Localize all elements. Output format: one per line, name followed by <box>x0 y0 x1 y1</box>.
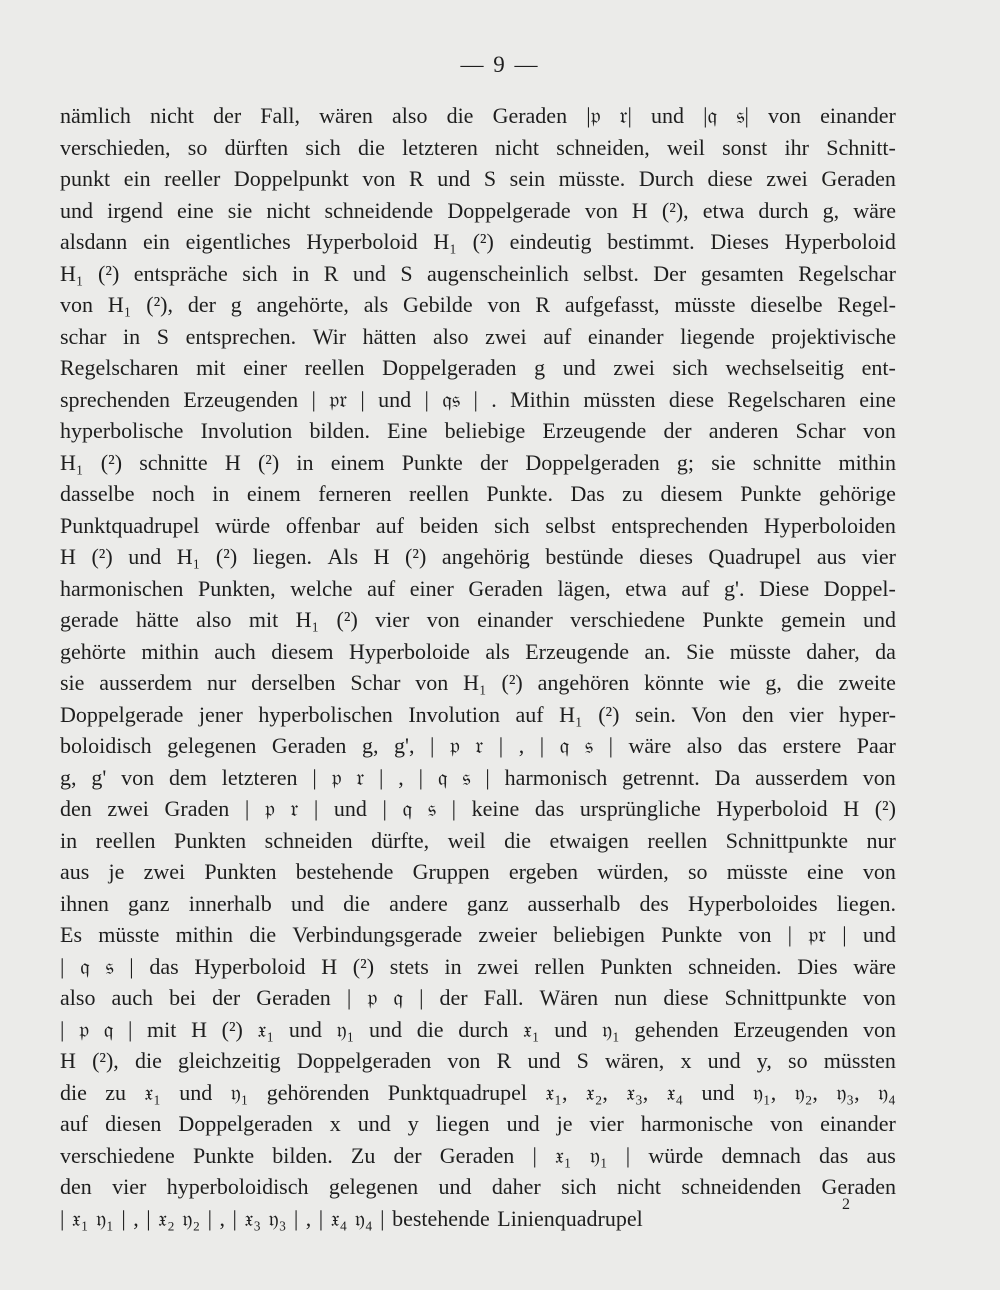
text-line: schar in S entsprechen. Wir hätten also zwei auf einander liegende projektivische <box>60 323 896 349</box>
text-line: verschiedene Punkte bilden. Zu der Geraden | 𝔵₁ 𝔶₁ | würde demnach das aus <box>60 1142 896 1168</box>
text-line: den zwei Graden | 𝔭 𝔯 | und | 𝔮 𝔰 | keine das ursprüngliche Hyperboloid H (²) <box>60 796 896 821</box>
text-line: | 𝔭 𝔮 | mit H (²) 𝔵₁ und 𝔶₁ und die durch 𝔵₁ und 𝔶₁ gehenden Erzeugenden von <box>60 1016 896 1042</box>
text-line: alsdann ein eigentliches Hyperboloid H₁ (²) eindeutig bestimmt. Dieses Hyperboloid <box>60 229 896 254</box>
text-line: g, g' von dem letzteren | 𝔭 𝔯 | , | 𝔮 𝔰 | harmonisch getrennt. Da ausserdem von <box>60 764 896 790</box>
text-line: also auch bei der Geraden | 𝔭 𝔮 | der Fall. Wären nun diese Schnittpunkte von <box>60 985 896 1010</box>
text-line: dasselbe noch in einem ferneren reellen Punkte. Das zu diesem Punkte gehörige <box>60 481 896 506</box>
text-line: H (²) und H₁ (²) liegen. Als H (²) angehörig bestünde dieses Quadrupel aus vier <box>60 544 896 569</box>
text-line: sie ausserdem nur derselben Schar von H₁ (²) angehören könnte wie g, die zweite <box>60 670 896 695</box>
text-line: nämlich nicht der Fall, wären also die Geraden |𝔭 𝔯| und |𝔮 𝔰| von einander <box>60 103 896 128</box>
page-number: — 9 — <box>460 52 540 77</box>
text-line: punkt ein reeller Doppelpunkt von R und S sein müsste. Durch diese zwei Geraden <box>60 166 896 191</box>
text-line: Regelscharen mit einer reellen Doppelgeraden g und zwei sich wechselseitig ent- <box>60 355 896 380</box>
text-line: H₁ (²) schnitte H (²) in einem Punkte der Doppelgeraden g; sie schnitte mithin <box>60 449 896 475</box>
text-line: auf diesen Doppelgeraden x und y liegen und je vier harmonische von einander <box>60 1111 896 1136</box>
text-line: und irgend eine sie nicht schneidende Doppelgerade von H (²), etwa durch g, wäre <box>60 197 896 223</box>
text-line: H₁ (²) entspräche sich in R und S augenscheinlich selbst. Der gesamten Regelschar <box>60 260 896 286</box>
body-text <box>60 100 896 1234</box>
signature-mark: 2 <box>842 1196 850 1213</box>
text-line: von H₁ (²), der g angehörte, als Gebilde von R aufgefasst, müsste dieselbe Regel- <box>60 292 896 317</box>
text-line: gehörte mithin auch diesem Hyperboloide als Erzeugende an. Sie müsste daher, da <box>60 638 896 664</box>
text-line: den vier hyperboloidisch gelegenen und daher sich nicht schneidenden Geraden <box>60 1174 896 1199</box>
text-line: Es müsste mithin die Verbindungsgerade zweier beliebigen Punkte von | 𝔭𝔯 | und <box>60 922 896 947</box>
text-line: die zu 𝔵₁ und 𝔶₁ gehörenden Punktquadrupel 𝔵₁, 𝔵₂, 𝔵₃, 𝔵₄ und 𝔶₁, 𝔶₂, 𝔶₃, 𝔶₄ <box>60 1079 896 1105</box>
text-line: H (²), die gleichzeitig Doppelgeraden von R und S wären, x und y, so müssten <box>60 1048 896 1073</box>
text-line: gerade hätte also mit H₁ (²) vier von einander verschiedene Punkte gemein und <box>60 607 896 632</box>
text-line: boloidisch gelegenen Geraden g, g', | 𝔭 𝔯 | , | 𝔮 𝔰 | wäre also das erstere Paar <box>60 733 896 758</box>
text-line: hyperbolische Involution bilden. Eine beliebige Erzeugende der anderen Schar von <box>60 418 896 443</box>
text-line: aus je zwei Punkten bestehende Gruppen ergeben würden, so müsste eine von <box>60 859 896 884</box>
text-line: Doppelgerade jener hyperbolischen Involution auf H₁ (²) sein. Von den vier hyper- <box>60 701 896 727</box>
text-line: | 𝔮 𝔰 | das Hyperboloid H (²) stets in zwei rellen Punkten schneiden. Dies wäre <box>60 953 896 979</box>
text-line: harmonischen Punkten, welche auf einer Geraden lägen, etwa auf g'. Diese Doppel- <box>60 575 896 601</box>
text-line: | 𝔵₁ 𝔶₁ | , | 𝔵₂ 𝔶₂ | , | 𝔵₃ 𝔶₃ | , | 𝔵₄ 𝔶₄ | bestehende Linienquadrupel <box>60 1205 643 1231</box>
text-line: ihnen ganz innerhalb und die andere ganz ausserhalb des Hyperboloides liegen. <box>60 890 896 916</box>
text-line: in reellen Punkten schneiden dürfte, weil die etwaigen reellen Schnittpunkte nur <box>60 827 896 853</box>
text-line: Punktquadrupel würde offenbar auf beiden sich selbst entsprechenden Hyperboloiden <box>60 512 896 538</box>
text-line: sprechenden Erzeugenden | 𝔭𝔯 | und | 𝔮𝔰 | . Mithin müssten diese Regelscharen eine <box>60 386 896 412</box>
text-line: verschieden, so dürften sich die letzteren nicht schneiden, weil sonst ihr Schnitt- <box>60 134 896 160</box>
